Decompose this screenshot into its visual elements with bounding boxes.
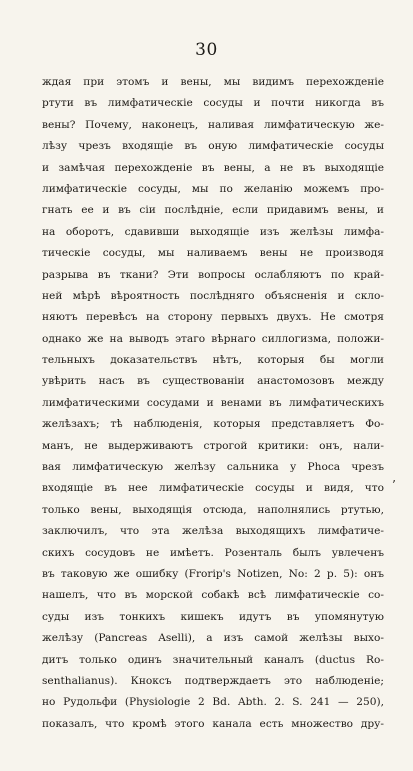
page-number: 30 bbox=[195, 40, 218, 60]
text-line: и замѣчая перехожденіе въ вены, а не въ выходящіе bbox=[42, 161, 384, 174]
text-line: лимфатическіе сосуды, мы по желанію можемъ про- bbox=[42, 182, 384, 195]
text-line: суды изъ тонкихъ кишекъ идутъ въ упомянутую bbox=[42, 610, 384, 623]
text-line: ртути въ лимфатическіе сосуды и почти никогда въ bbox=[42, 97, 384, 110]
text-line: вены? Почему, наконецъ, наливая лимфатическую же- bbox=[42, 118, 384, 131]
text-line: дитъ только одинъ значительный каналъ (ductus Ro- bbox=[42, 653, 384, 666]
text-line: заключилъ, что эта желѣза выходящихъ лимфатиче- bbox=[42, 525, 384, 538]
text-line: желѣзу (Pancreas Aselli), а изъ самой желѣзы выхо- bbox=[42, 632, 384, 645]
text-line: однако же на выводъ этаго вѣрнаго силлогизма, положи- bbox=[42, 332, 384, 345]
text-line: желѣзахъ; тѣ наблюденія, которыя представляетъ Фо- bbox=[42, 418, 384, 431]
text-line: вая лимфатическую желѣзу сальника у Phoca чрезъ bbox=[42, 461, 384, 474]
text-line: гнать ее и въ сіи послѣдніе, если придавимъ вены, и bbox=[42, 204, 384, 217]
text-line: входящіе въ нее лимфатическіе сосуды и видя, что bbox=[42, 482, 384, 495]
text-line: скихъ сосудовъ не имѣетъ. Розенталь былъ увлеченъ bbox=[42, 546, 384, 559]
text-line: тельныхъ доказательствъ нѣтъ, которыя бы могли bbox=[42, 354, 384, 367]
text-line: ждая при этомъ и вены, мы видимъ перехожденіе bbox=[42, 76, 384, 88]
text-line: въ таковую же ошибку (Frorip's Notizen, No: 2 p. 5): онъ bbox=[42, 567, 384, 580]
text-line: лѣзу чрезъ входящіе въ оную лимфатическіе сосуды bbox=[42, 140, 384, 153]
text-line: но Рудольфи (Physiologie 2 Bd. Abth. 2. S. 241 — 250), bbox=[42, 696, 384, 709]
text-line: манъ, не выдерживаютъ строгой критики: онъ, нали- bbox=[42, 439, 384, 452]
text-line: нашелъ, что въ морской собакѣ всѣ лимфатическіе со- bbox=[42, 589, 384, 602]
text-line: разрыва въ ткани? Эти вопросы ослабляютъ по край- bbox=[42, 268, 384, 281]
text-line: ней мѣрѣ вѣроятность послѣдняго объясненія и скло- bbox=[42, 289, 384, 302]
text-line: только вены, выходящія отсюда, наполнялись ртутью, bbox=[42, 503, 384, 516]
text-line: senthalianus). Кноксъ подтверждаетъ это наблюденіе; bbox=[42, 674, 384, 687]
margin-mark: ’ bbox=[392, 478, 396, 492]
text-line: увѣрить насъ въ существованіи анастомозовъ между bbox=[42, 375, 384, 388]
text-line: на оборотъ, сдавивши выходящіе изъ желѣзы лимфа- bbox=[42, 225, 384, 238]
text-line: няютъ перевѣсъ на сторону первыхъ двухъ. Не смотря bbox=[42, 311, 384, 324]
text-line: тическіе сосуды, мы наливаемъ вены не производя bbox=[42, 247, 384, 260]
text-line: лимфатическими сосудами и венами въ лимфатическихъ bbox=[42, 396, 384, 409]
body-text bbox=[42, 72, 384, 735]
text-line: показалъ, что кромѣ этого канала есть множество дру- bbox=[42, 717, 384, 730]
